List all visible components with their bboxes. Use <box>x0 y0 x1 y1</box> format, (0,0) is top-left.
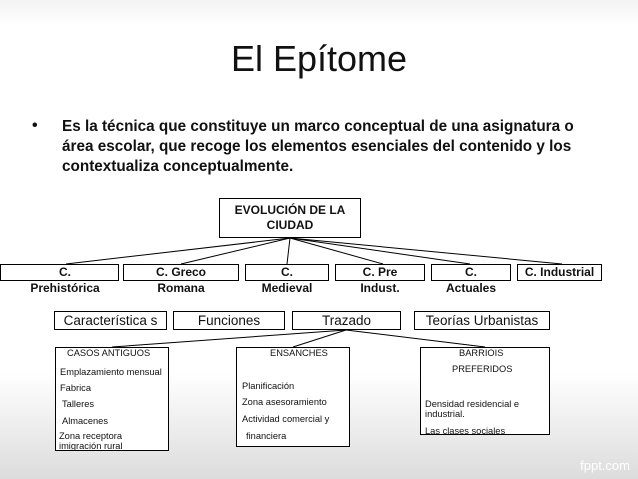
aspect-label-caracteristicas: Característica s <box>63 313 158 328</box>
era-label-medieval-1: C. <box>281 265 293 279</box>
era-label-actuales-2: Actuales <box>445 281 497 295</box>
group-item: Planificación <box>242 381 295 391</box>
aspect-label-teorias: Teorías Urbanistas <box>425 313 539 328</box>
bullet-marker: • <box>32 117 38 134</box>
bullet-text: Es la técnica que constituye un marco conceptual de una asignatura o área escolar, que recoge los elementos esenciales del contenido y los contextualiza conceptualmente. <box>62 118 574 175</box>
central-node: EVOLUCIÓN DE LA CIUDAD <box>219 198 361 238</box>
group-item: imigración rural <box>59 441 123 451</box>
era-label-greco-romana-1: C. Greco <box>155 265 206 279</box>
era-label-prehistorica-1: C. <box>59 265 71 279</box>
aspect-label-funciones: Funciones <box>197 313 261 328</box>
group-item: Almacenes <box>62 416 108 426</box>
group-item: industrial. <box>425 409 465 419</box>
group-item: Actividad comercial y <box>242 414 330 424</box>
group-item: Zona asesoramiento <box>242 397 327 407</box>
group-item: Fabrica <box>60 383 92 393</box>
group-subtitle-preferidos: PREFERIDOS <box>452 364 513 374</box>
era-label-actuales-1: C. <box>465 265 477 279</box>
group-item: Emplazamiento mensual <box>60 367 162 377</box>
era-label-medieval-2: Medieval <box>261 281 313 295</box>
era-label-prehistorica-2: Prehistórica <box>30 281 100 295</box>
era-label-greco-romana-2: Romana <box>157 281 205 295</box>
group-item: Densidad residencial e <box>425 399 520 409</box>
era-label-industrial: C. Industrial <box>524 265 595 279</box>
group-item: Talleres <box>62 399 95 409</box>
slide-title: El Epítome <box>230 38 408 79</box>
aspect-label-trazado: Trazado <box>321 313 372 328</box>
group-title-barrios: BARRIOIS <box>459 348 504 358</box>
group-title-casos-antiguos: CASOS ANTIGUOS <box>67 348 151 358</box>
watermark: fppt.com <box>580 458 630 473</box>
group-item: financiera <box>246 431 287 441</box>
era-label-pre-industrial-2: Indust. <box>360 281 400 295</box>
group-title-ensanches: ENSANCHES <box>270 348 328 358</box>
era-label-pre-industrial-1: C. Pre <box>362 265 398 279</box>
group-item: Las clases sociales <box>425 426 506 436</box>
group-item: Zona receptora <box>59 431 123 441</box>
group-box-barrios <box>420 347 550 435</box>
